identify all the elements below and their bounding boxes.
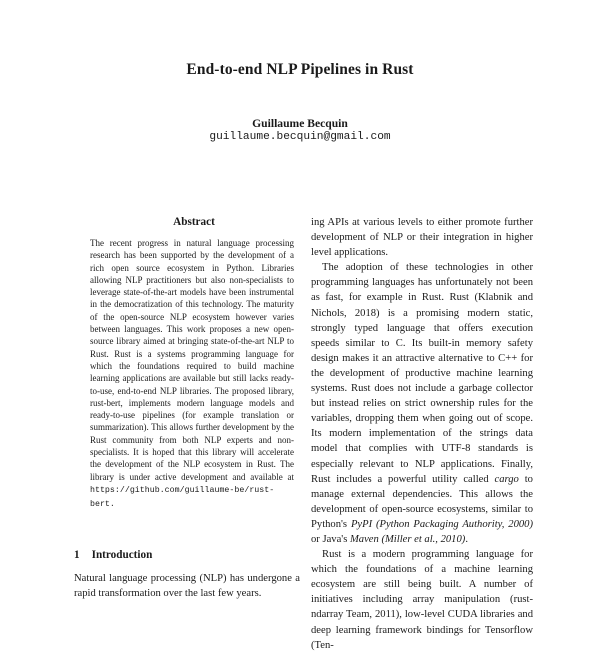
author-name: Guillaume Becquin: [252, 117, 348, 130]
maven-citation: Maven (Miller et al., 2010): [349, 533, 466, 545]
right-col-paragraph-2: [311, 260, 533, 547]
abstract-body: [90, 237, 294, 512]
abstract-url-link[interactable]: https://github.com/guillaume-be/rust-bert.: [90, 485, 275, 510]
abstract-text: The recent progress in natural language processing research has been supported by the development of a rich open source ecosystem in Python. Libraries allowing NLP practitioners but also non-specialists to leverage state-of-the-art models have been instrumental in the democratization of this technology. The maturity of the open-source NLP ecosystem however varies between languages. This work proposes a new open-source library aimed at bringing state-of-the-art NLP to Rust. Rust is a systems programming language for which the foundations required to build machine learning applications are available but still lacks ready-to-use, end-to-end NLP libraries. The proposed library, rust-bert, implements modern language models and ready-to-use pipelines (for example translation or summarization). This allows further development by the Rust community from both NLP experts and non-specialists. It is hoped that this library will accelerate the development of the NLP ecosystem in Rust. The library is under active development and available at: [90, 238, 294, 482]
author-email: guillaume.becquin@gmail.com: [209, 131, 391, 143]
paper-title: End-to-end NLP Pipelines in Rust: [186, 61, 414, 78]
right-column: [311, 215, 533, 651]
p2-text: The adoption of these technologies in other programming languages has unfortunately not been as fast, for example in Rust. Rust (Klabnik and Nichols, 2018) is a promising modern static, strongly typed language that offers execution speeds similar to C. Its built-in memory safety design makes it an attractive alternative to C++ for the development of productive machine learning systems. Rust does not include a garbage collector but instead relies on strict ownership rules for the variables, dropping them when going out of scope. Its modern implementation of the strings data model that complies with UTF-8 standards is especially relevant to NLP applications. Finally, Rust includes a powerful utility called: [311, 262, 533, 485]
pypi-citation: PyPI (Python Packaging Authority, 2000): [350, 518, 533, 530]
cargo-term: cargo: [494, 473, 519, 485]
introduction-text: Natural language processing (NLP) has undergone a rapid transformation over the last few years.: [74, 573, 300, 599]
p2-or: or Java's: [311, 533, 348, 545]
right-col-paragraph-3: Rust is a modern programming language for which the foundations of a machine learning ecosystem are still being built. A number of initiatives including array manipulation (rust-ndarray Team, 2011), low-level CUDA libraries and deep learning framework bindings for Tensorflow (Ten-: [311, 549, 533, 651]
introduction-heading: [74, 549, 152, 561]
p2-end: .: [465, 533, 468, 545]
right-col-paragraph-1: ing APIs at various levels to either promote further development of NLP or their integration in higher level applications.: [311, 217, 533, 259]
section-title: Introduction: [91, 549, 153, 561]
p2-continued: to manage external dependencies. This allows the development of open-source ecosystems, similar to Python's: [311, 473, 533, 530]
abstract-heading: Abstract: [173, 216, 215, 228]
section-number: 1: [74, 549, 80, 561]
